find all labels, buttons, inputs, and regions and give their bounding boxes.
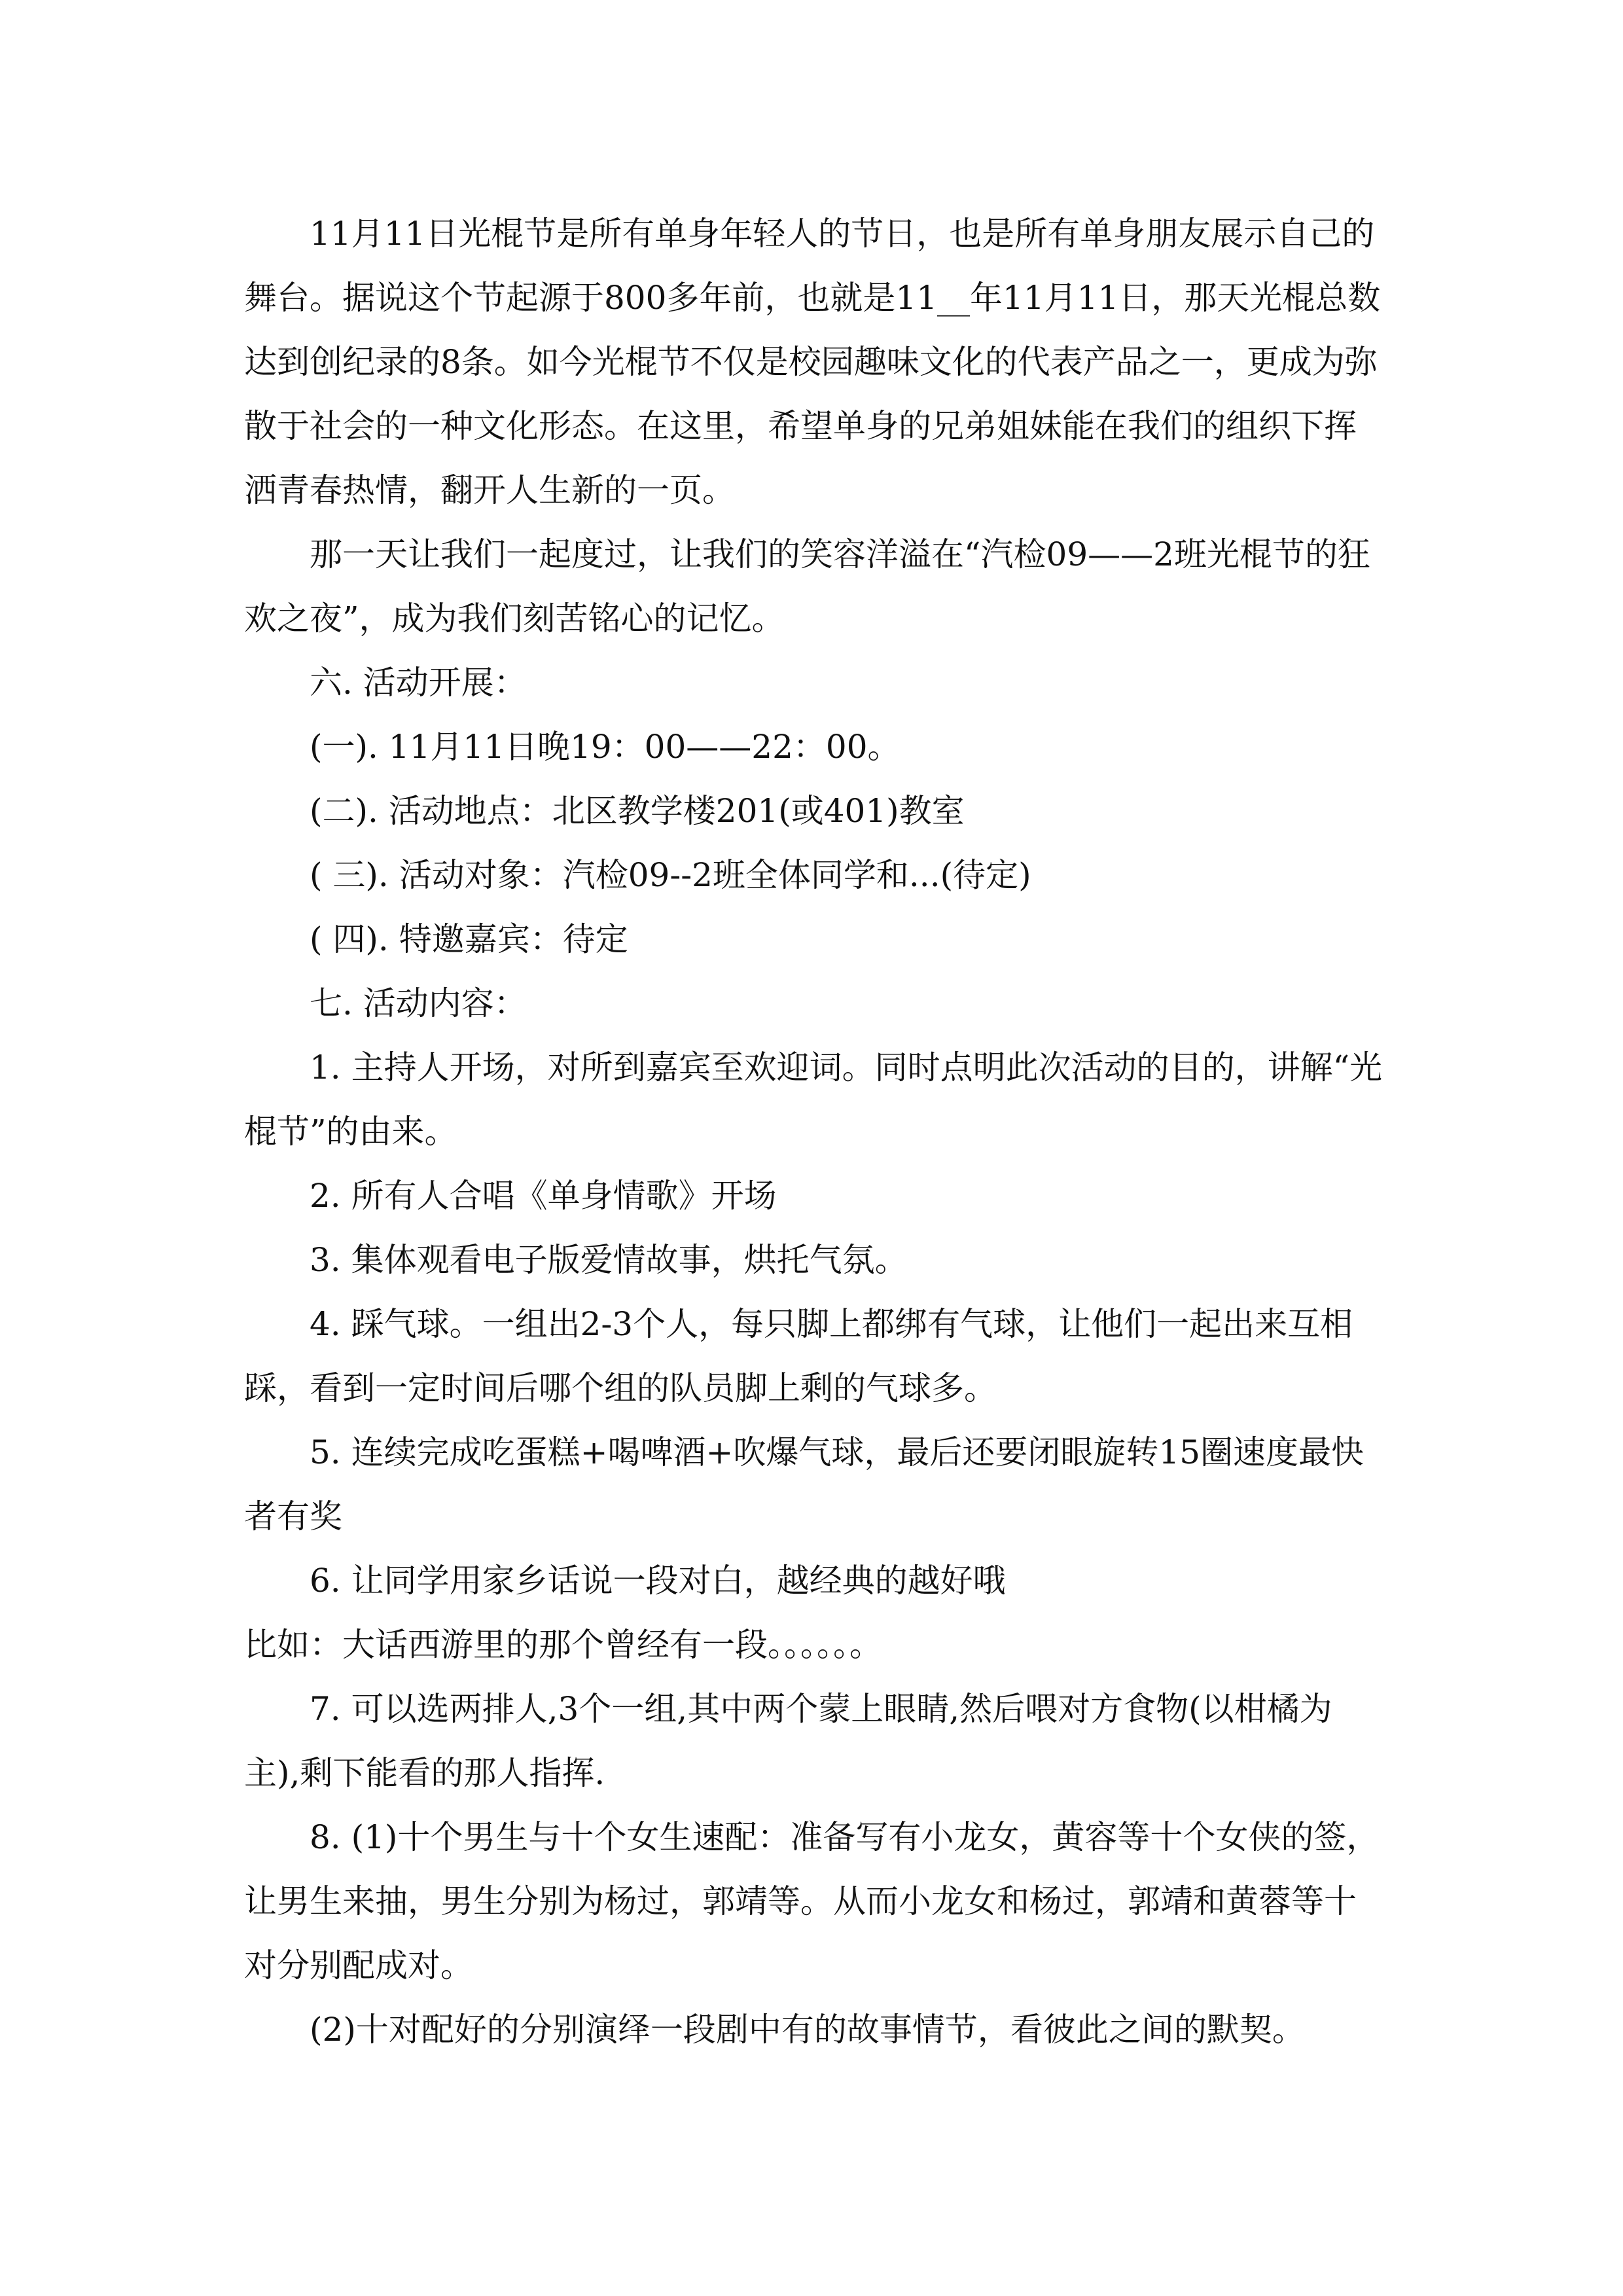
activity-item-6: 6. 让同学用家乡话说一段对白，越经典的越好哦	[310, 1562, 1006, 1600]
section-heading-six: 六. 活动开展：	[310, 664, 527, 702]
activity-item-8-part-1: 8. (1)十个男生与十个女生速配：准备写有小龙女，黄容等十个女侠的签，让男生来抽，男生分别为杨过，郭靖等。从而小龙女和杨过，郭靖和黄蓉等十对分别配成对。	[244, 1818, 1380, 1984]
paragraph-intro: 11月11日光棍节是所有单身年轻人的节日，也是所有单身朋友展示自己的舞台。据说这个节起源于800多年前，也就是11__年11月11日，那天光棍总数达到创纪录的8条。如今光棍节不仅是校园趣味文化的代表产品之一，更成为弥散于社会的一种文化形态。在这里，希望单身的兄弟姐妹能在我们的组织下挥洒青春热情，翻开人生新的一页。	[244, 215, 1381, 509]
list-item-audience: ( 三). 活动对象：汽检09--2班全体同学和...(待定)	[310, 856, 1031, 894]
activity-item-2: 2. 所有人合唱《单身情歌》开场	[310, 1177, 777, 1215]
activity-item-7: 7. 可以选两排人,3个一组,其中两个蒙上眼睛,然后喂对方食物(以柑橘为主),剩下能看的那人指挥.	[244, 1690, 1332, 1792]
activity-item-4: 4. 踩气球。一组出2-3个人，每只脚上都绑有气球，让他们一起出来互相踩，看到一定时间后哪个组的队员脚上剩的气球多。	[244, 1305, 1353, 1407]
list-item-time: (一). 11月11日晚19：00——22：00。	[310, 728, 901, 766]
activity-item-6-example: 比如：大话西游里的那个曾经有一段。。。。。。	[244, 1626, 882, 1664]
activity-item-8-part-2: (2)十对配好的分别演绎一段剧中有的故事情节，看彼此之间的默契。	[310, 2011, 1305, 2049]
activity-item-5: 5. 连续完成吃蛋糕+喝啤酒+吹爆气球，最后还要闭眼旋转15圈速度最快者有奖	[244, 1433, 1364, 1535]
paragraph-night: 那一天让我们一起度过，让我们的笑容洋溢在“汽检09——2班光棍节的狂欢之夜”，成为我们刻苦铭心的记忆。	[244, 535, 1370, 637]
list-item-guests: ( 四). 特邀嘉宾：待定	[310, 920, 628, 958]
document-body	[244, 202, 1383, 2062]
activity-item-3: 3. 集体观看电子版爱情故事，烘托气氛。	[310, 1241, 908, 1279]
section-heading-seven: 七. 活动内容：	[310, 984, 527, 1022]
list-item-location: (二). 活动地点：北区教学楼201(或401)教室	[310, 792, 965, 830]
activity-item-1: 1. 主持人开场，对所到嘉宾至欢迎词。同时点明此次活动的目的，讲解“光棍节”的由来。	[244, 1049, 1383, 1151]
